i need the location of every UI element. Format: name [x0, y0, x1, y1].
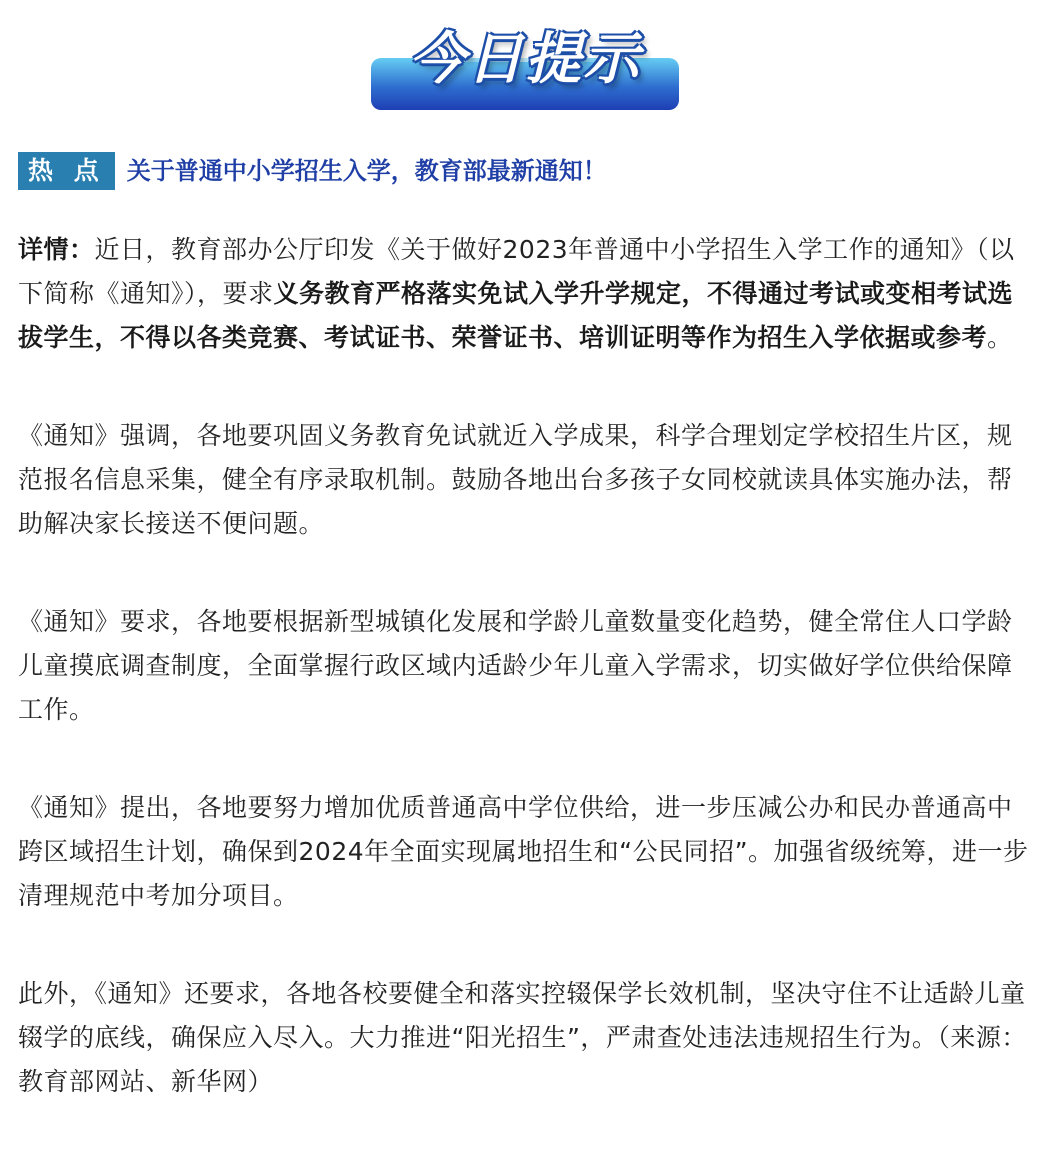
details-label: 详情：: [18, 235, 95, 264]
details-text-2: 。: [987, 323, 1013, 352]
paragraph-additional: 此外，《通知》还要求，各地各校要健全和落实控辍保学长效机制，坚决守住不让适龄儿童辍学的底线，确保应入尽入。大力推进“阳光招生”，严肃查处违法违规招生行为。（来源：教育部网站、新华网）: [18, 979, 1027, 1096]
banner-title: 今日提示: [409, 27, 641, 92]
paragraph-requirements: 《通知》要求，各地要根据新型城镇化发展和学龄儿童数量变化趋势，健全常住人口学龄儿童摸底调查制度，全面掌握行政区域内适龄少年儿童入学需求，切实做好学位供给保障工作。: [18, 607, 1013, 724]
details-emphasis: 义务教育严格落实免试入学升学规定，不得通过考试或变相考试选拔学生，不得以各类竞赛、考试证书、荣誉证书、培训证明等作为招生入学依据或参考: [18, 279, 1014, 352]
details-text-1: 近日，教育部办公厅印发《关于做好2023年普通中小学招生入学工作的通知》（以下简称《通知》），要求: [18, 235, 1015, 308]
paragraph-highschool: 《通知》提出，各地要努力增加优质普通高中学位供给，进一步压减公办和民办普通高中跨区域招生计划，确保到2024年全面实现属地招生和“公民同招”。加强省级统筹，进一步清理规范中考加分项目。: [18, 793, 1029, 910]
headline-row: [18, 152, 607, 190]
article-body: [18, 228, 1036, 1158]
today-tips-banner: [371, 8, 679, 112]
paragraph-emphasis: 《通知》强调，各地要巩固义务教育免试就近入学成果，科学合理划定学校招生片区，规范报名信息采集，健全有序录取机制。鼓励各地出台多孩子女同校就读具体实施办法，帮助解决家长接送不便问题。: [18, 421, 1013, 538]
paragraph-details: [18, 228, 1036, 360]
headline-title: 关于普通中小学招生入学，教育部最新通知！: [126, 157, 607, 185]
hot-tag: 热 点: [18, 152, 115, 190]
